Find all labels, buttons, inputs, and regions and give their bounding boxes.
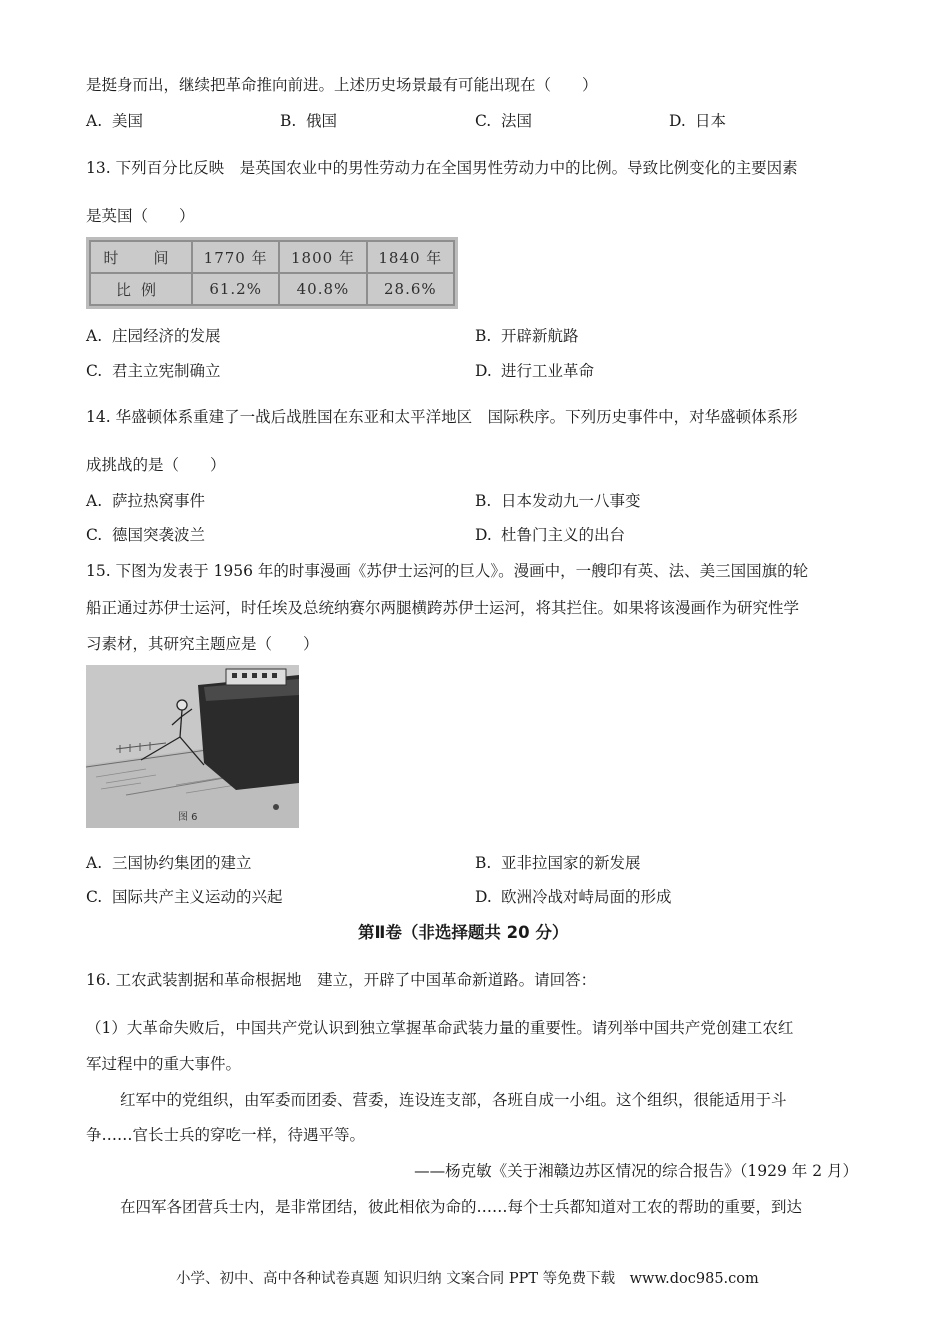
table-cell: 1770 年 <box>192 241 279 273</box>
table-cell: 61.2% <box>192 273 279 305</box>
q15-stem-line2: 船正通过苏伊士运河，时任埃及总统纳赛尔两腿横跨苏伊士运河，将其拦住。如果将该漫画作为研究性学 <box>86 599 800 617</box>
q12-option-b[interactable]: B. 俄国 <box>280 112 338 130</box>
q12-option-d[interactable]: D. 日本 <box>669 112 727 130</box>
q13-option-d[interactable]: D. 进行工业革命 <box>475 362 595 380</box>
q13-stem-line1: 13. 下列百分比反映 是英国农业中的男性劳动力在全国男性劳动力中的比例。导致比例变化的主要因素 <box>86 159 798 177</box>
q12-option-c[interactable]: C. 法国 <box>475 112 533 130</box>
q13-stem-line2: 是英国（ ） <box>86 207 195 225</box>
q16-quote1-line1: 红军中的党组织，由军委而团委、营委，连设连支部，各班自成一小组。这个组织，很能适用于斗 <box>120 1091 787 1109</box>
table-cell: 40.8% <box>279 273 366 305</box>
q14-option-b[interactable]: B. 日本发动九一八事变 <box>475 492 641 510</box>
table-cell: 比例 <box>90 273 192 305</box>
q16-quote1-source: ——杨克敏《关于湘赣边苏区情况的综合报告》（1929 年 2 月） <box>414 1162 858 1180</box>
q12-option-a[interactable]: A. 美国 <box>86 112 144 130</box>
table-cell: 1840 年 <box>367 241 454 273</box>
q14-option-c[interactable]: C. 德国突袭波兰 <box>86 526 206 544</box>
table-cell: 28.6% <box>367 273 454 305</box>
q15-option-d[interactable]: D. 欧洲冷战对峙局面的形成 <box>475 888 672 906</box>
cartoon-drawing <box>86 665 299 828</box>
q12-tail-text: 是挺身而出，继续把革命推向前进。上述历史场景最有可能出现在（ ） <box>86 76 598 94</box>
q13-ratio-table <box>89 240 455 306</box>
q16-quote2-line1: 在四军各团营兵士内，是非常团结，彼此相依为命的……每个士兵都知道对工农的帮助的重要，到达 <box>120 1198 803 1216</box>
q14-option-a[interactable]: A. 萨拉热窝事件 <box>86 492 206 510</box>
q16-intro: 16. 工农武装割据和革命根据地 建立，开辟了中国革命新道路。请回答： <box>86 971 597 989</box>
q16-part1-line2: 军过程中的重大事件。 <box>86 1055 242 1073</box>
q15-stem-line1: 15. 下图为发表于 1956 年的时事漫画《苏伊士运河的巨人》。漫画中，一艘印有英、法、美三国国旗的轮 <box>86 562 809 580</box>
q15-option-c[interactable]: C. 国际共产主义运动的兴起 <box>86 888 283 906</box>
q14-stem-line1: 14. 华盛顿体系重建了一战后战胜国在东亚和太平洋地区 国际秩序。下列历史事件中，对华盛顿体系形 <box>86 408 798 426</box>
q13-option-b[interactable]: B. 开辟新航路 <box>475 327 579 345</box>
suez-canal-cartoon-image <box>86 665 299 828</box>
q13-ratio-table-image <box>86 237 458 309</box>
table-row <box>90 273 454 305</box>
q13-option-c[interactable]: C. 君主立宪制确立 <box>86 362 221 380</box>
q15-option-a[interactable]: A. 三国协约集团的建立 <box>86 854 252 872</box>
page-footer[interactable]: 小学、初中、高中各种试卷真题 知识归纳 文案合同 PPT 等免费下载 www.doc985.com <box>176 1271 759 1287</box>
table-cell: 1800 年 <box>279 241 366 273</box>
figure-caption: 图 6 <box>178 812 198 823</box>
q15-stem-line3: 习素材，其研究主题应是（ ） <box>86 635 319 653</box>
q16-quote1-line2: 争……官长士兵的穿吃一样，待遇平等。 <box>86 1126 366 1144</box>
q14-stem-line2: 成挑战的是（ ） <box>86 456 226 474</box>
section-2-title: 第Ⅱ卷（非选择题共 20 分） <box>358 923 569 942</box>
q13-option-a[interactable]: A. 庄园经济的发展 <box>86 327 221 345</box>
q15-option-b[interactable]: B. 亚非拉国家的新发展 <box>475 854 641 872</box>
q16-part1-line1: （1）大革命失败后，中国共产党认识到独立掌握革命武装力量的重要性。请列举中国共产党创建工农红 <box>86 1019 794 1037</box>
table-cell: 时 间 <box>90 241 192 273</box>
table-header-row <box>90 241 454 273</box>
q14-option-d[interactable]: D. 杜鲁门主义的出台 <box>475 526 626 544</box>
